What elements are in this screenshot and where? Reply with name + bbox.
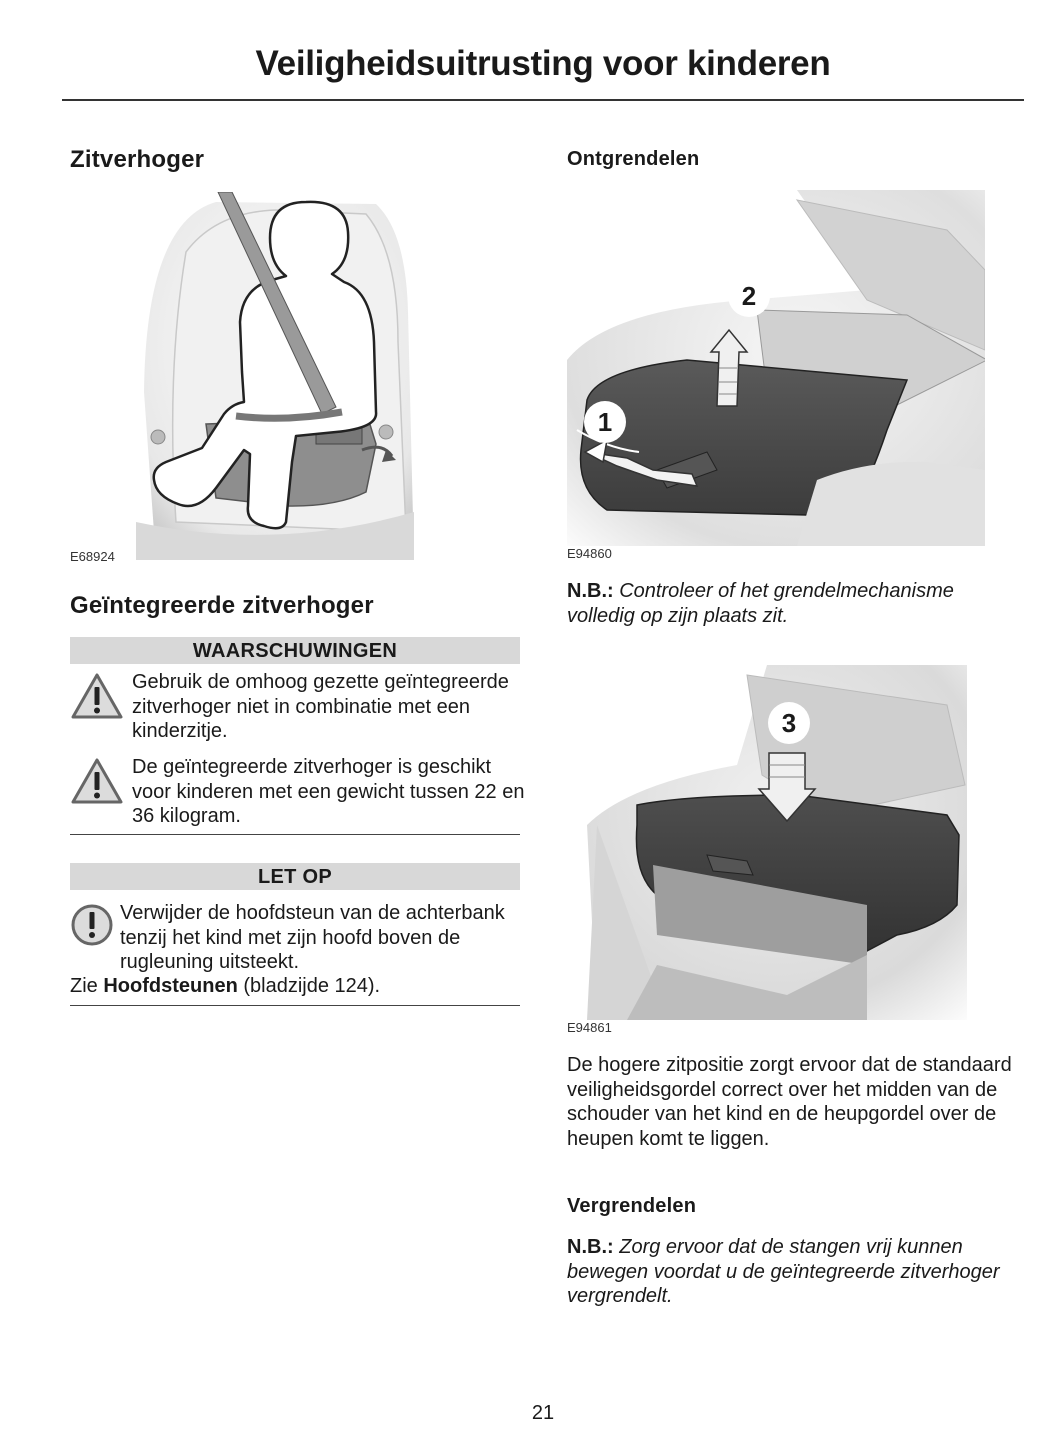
warning-triangle-icon <box>70 757 124 805</box>
section-title-vergrendelen: Vergrendelen <box>567 1195 697 1217</box>
illustration-child-booster-seat <box>136 192 414 560</box>
caution-item <box>70 901 520 976</box>
caution-exclamation-icon <box>70 903 114 947</box>
section-title-integrated-booster: Geïntegreerde zitverhoger <box>70 592 374 619</box>
warnings-header: WAARSCHUWINGEN <box>70 637 520 664</box>
figure-code: E94860 <box>567 546 612 561</box>
page-title: Veiligheidsuitrusting voor kinderen <box>255 44 831 83</box>
see-reference <box>70 974 520 999</box>
warning-item <box>70 755 525 835</box>
divider <box>70 1005 520 1006</box>
see-prefix: Zie <box>70 975 98 997</box>
note-lock <box>567 1235 1023 1309</box>
note-label: N.B.: <box>567 1236 614 1258</box>
caution-header: LET OP <box>70 863 520 890</box>
section-title-ontgrendelen: Ontgrendelen <box>567 148 700 170</box>
illustration-lock-booster <box>567 665 967 1020</box>
note-text: Controleer of het grendelmechanisme volledig op zijn plaats zit. <box>567 580 954 627</box>
figure-code: E68924 <box>70 549 115 564</box>
section-title-zitverhoger: Zitverhoger <box>70 146 205 173</box>
see-suffix: (bladzijde 124). <box>243 975 381 997</box>
note-unlock <box>567 579 1023 628</box>
callout-1: 1 <box>597 407 613 437</box>
body-paragraph: De hogere zitpositie zorgt ervoor dat de standaard veiligheidsgordel correct over het midden van de schouder van het kind en de heupgordel over de heupen komt te liggen. <box>567 1054 1012 1150</box>
illustration-unlock-booster <box>567 190 985 546</box>
see-link-hoofdsteunen[interactable]: Hoofdsteunen <box>103 975 238 997</box>
note-text: Zorg ervoor dat de stangen vrij kunnen bewegen voordat u de geïntegreerde zitverhoger vergrendelt. <box>567 1236 1000 1307</box>
callout-2: 2 <box>741 281 757 311</box>
title-divider <box>62 99 1024 101</box>
caution-text: Verwijder de hoofdsteun van de achterbank tenzij het kind met zijn hoofd boven de rugleuning uitsteekt. <box>120 902 505 973</box>
warning-triangle-icon <box>70 672 124 720</box>
warning-item <box>70 670 520 750</box>
note-label: N.B.: <box>567 580 614 602</box>
warning-text: De geïntegreerde zitverhoger is geschikt voor kinderen met een gewicht tussen 22 en 36 kilogram. <box>132 756 525 827</box>
callout-3: 3 <box>781 708 797 738</box>
figure-code: E94861 <box>567 1020 612 1035</box>
divider <box>70 834 520 835</box>
warning-text: Gebruik de omhoog gezette geïntegreerde zitverhoger niet in combinatie met een kinderzitje. <box>132 671 509 742</box>
page-number: 21 <box>531 1402 555 1424</box>
